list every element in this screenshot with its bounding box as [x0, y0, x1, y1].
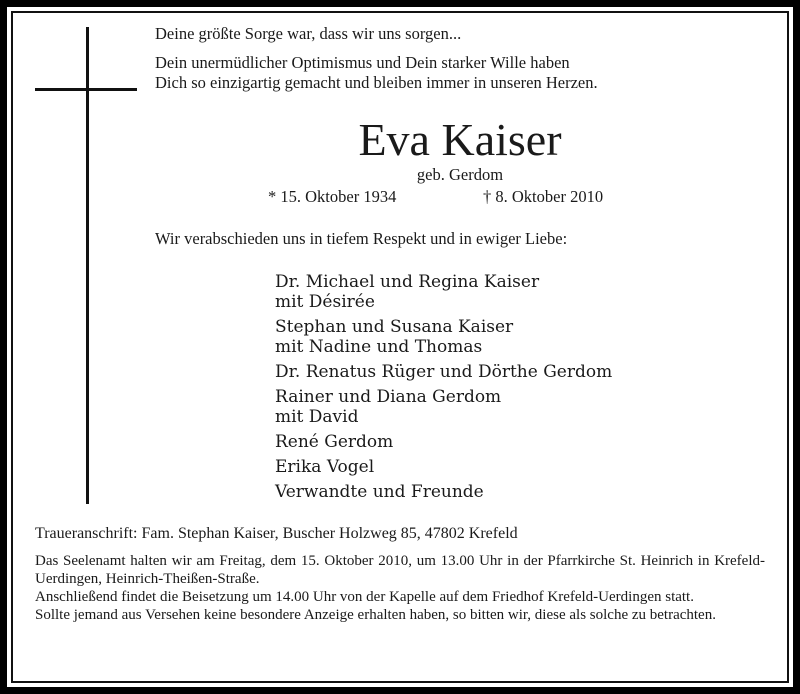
death-date: † 8. Oktober 2010 — [483, 187, 604, 206]
mourner-name: René Gerdom — [275, 432, 394, 452]
note-announcement: Sollte jemand aus Versehen keine besondere Anzeige erhalten haben, so bitten wir, diese als solche zu betrachten. — [35, 607, 716, 623]
cross-icon — [86, 27, 89, 504]
cross-icon-bar — [35, 88, 137, 91]
mourner-name: Stephan und Susana Kaiser — [275, 317, 514, 337]
mourner-name: Dr. Michael und Regina Kaiser — [275, 272, 540, 292]
mourner-name: Rainer und Diana Gerdom — [275, 387, 502, 407]
mourner-entry — [275, 457, 612, 477]
mourners-list — [275, 272, 612, 507]
farewell-text: Wir verabschieden uns in tiefem Respekt und in ewiger Liebe: — [155, 229, 568, 248]
mourner-entry — [275, 272, 612, 312]
mourner-name: Dr. Renatus Rüger und Dörthe Gerdom — [275, 362, 613, 382]
birth-date: * 15. Oktober 1934 — [268, 187, 397, 206]
maiden-name: geb. Gerdom — [416, 165, 504, 184]
deceased-name: Eva Kaiser — [358, 114, 562, 165]
mourner-name: Verwandte und Freunde — [275, 482, 484, 502]
mourner-sub: mit David — [275, 407, 359, 427]
mourner-entry — [275, 317, 612, 357]
mourning-address: Traueranschrift: Fam. Stephan Kaiser, Buscher Holzweg 85, 47802 Krefeld — [35, 525, 518, 542]
service-notes — [35, 552, 765, 624]
mourner-entry — [275, 362, 612, 382]
mourner-sub: mit Désirée — [275, 292, 375, 312]
mourner-entry — [275, 482, 612, 502]
note-requiem: Das Seelenamt halten wir am Freitag, dem 15. Oktober 2010, um 13.00 Uhr in der Pfarrkirche St. Heinrich in Krefeld-Uerdingen, Heinrich-Theißen-Straße. — [35, 553, 765, 587]
motto-line-3: Dich so einzigartig gemacht und bleiben immer in unseren Herzen. — [155, 73, 598, 92]
mourner-entry — [275, 387, 612, 427]
mourner-sub: mit Nadine und Thomas — [275, 337, 483, 357]
motto-line-2: Dein unermüdlicher Optimismus und Dein starker Wille haben — [155, 53, 570, 72]
motto-line-1: Deine größte Sorge war, dass wir uns sorgen... — [155, 24, 462, 43]
note-burial: Anschließend findet die Beisetzung um 14.00 Uhr von der Kapelle auf dem Friedhof Krefeld-Uerdingen statt. — [35, 589, 694, 605]
mourner-name: Erika Vogel — [275, 457, 375, 477]
mourner-entry — [275, 432, 612, 452]
